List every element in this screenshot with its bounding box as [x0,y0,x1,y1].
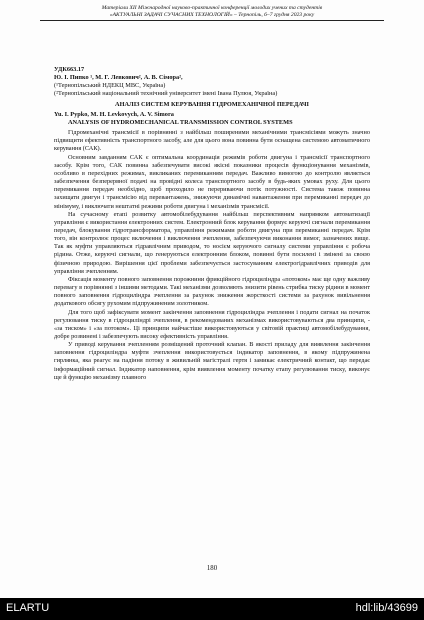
article-body [54,66,370,382]
paragraph: На сучасному етапі розвитку автомобілебудування найбільш перспективним напрямком автоматизації управління є використання електронних систем. Електронний блок керування формує керуючі сигнали перемикання передач, блокування гідротрансформатора, управління режимами роботи двигуна при перемиканні передач. Крім того, він контролює процес включення і виключення зчеплення, забезпечуючи виконання вимог, зазначених вище. Так як муфти управляються гідравлічним приводом, то носієм керуючого сигналу системи управління є робоча рідина. Отже, керуючі сигнали, що генеруються електронним блоком, повинні бути посилені і змінені за своєю фізичною природою. Вирішення цієї проблеми забезпечується застосуванням електрогідравлічних приводів для управління зчепленням. [54,210,370,275]
paragraph: Для того щоб зафіксувати момент закінчення заповнення гідроциліндра зчеплення і подати сигнал на початок регулювання тиску в гідроциліндрі зчеплення, в рекомендованих механізмах використовуваються два принципи, - «за тиском» і «за потоком». Ці принципи найчастіше використовуються у світовій практиці автомобілебудування, добре розвинені і забезпечують високу ефективність управління. [54,308,370,340]
page-number: 180 [206,565,218,572]
repository-footer [0,598,424,620]
paragraph: У приводі керування зчепленням розміщений проточний клапан. В якості приладу для виявлення закінчення заповнення гідроциліндра муфти зчеплення використовується індикатор заповнення, в якому підпружинена гирлянка, яка реагує на падіння потоку в живильній магістралі гертя і замикає електричний контакт, що передає інформаційний сигнал. Індикатор наповнення, крім виявлення моменту початку етапу регулювання тиску, виконує ще й функцію механізму плавного [54,341,370,381]
title-en: ANALYSIS OF HYDROMECHANICAL TRANSMISSION CONTROL SYSTEMS [68,118,293,126]
affiliation-2: (²Тернопільський національний технічний університет імені Івана Пулюя, Україна) [54,90,278,98]
header-line-2: «АКТУАЛЬНІ ЗАДАЧІ СУЧАСНИХ ТЕХНОЛОГІЙ» – Тернопіль, 6–7 грудня 2023 року [109,11,315,18]
repository-name: ELARTU [6,602,50,614]
handle-link[interactable]: hdl:lib/43699 [355,602,418,614]
conference-header [40,5,384,21]
udk-code: УДК663.17 [54,66,85,73]
title-ua: АНАЛІЗ СИСТЕМ КЕРУВАННЯ ГІДРОМЕХАНІЧНОЇ ПЕРЕДАЧІ [115,100,309,108]
authors-ua: Ю. І. Пипко ¹, М. Г. Левкович², А. В. Сімора², [54,74,183,82]
paragraph: Фіксація моменту повного заповнення порожнини фрикційного гідроциліндра «потоком» має ще одну важливу перевагу в порівнянні з іншими методами. Такі механізми дозволяють знизити рівень стрибка тиску рідини в момент повного заповнення гідроциліндра зчеплення за рахунок зниження жорсткості системи за рахунок вивільнення додаткового обсягу рухомим підпружиненим золотником. [54,275,370,308]
paragraph: Гідромеханічні трансмісії в порівнянні з найбільш поширеними механічними трансмісіями можуть значно підвищити ефективність транспортного засобу, але для цього вона повинна бути оснащена системою автоматичного керування (САК). [54,129,370,153]
authors-en: Yu. I. Pypko, M. H. Levkovych, A. V. Simora [54,110,174,118]
header-line-1: Матеріали XII Міжнародної науково-практичної конференції молодих учених та студентів [101,5,323,11]
affiliation-1: (¹Тернопільський НДЕКЦ МВС, Україна) [54,82,166,90]
paragraph: Основним завданням САК є оптимальна координація режимів роботи двигуна і трансмісії транспортного засобу. Крім того, САК повинна забезпечувати високі якісні показники процесів функціонування механізмів, особливо в перехідних режимах, викликаних перемиканням передач. Важливо вимогою до контролю являється забезпечення безперервної подачі на провідні колеса транспортного засобу в будь-яких умовах руху. Для цього перемикання передач необхідно, щоб проходило не перериваючи потік потужності. Система також повинна захищати двигун і трансмісію від перевантажень, знижуючи динамічні навантаження при перемиканні передач до мінімуму, і виключати нештатні режими роботи двигуна і механізмів трансмісії. [54,153,370,210]
